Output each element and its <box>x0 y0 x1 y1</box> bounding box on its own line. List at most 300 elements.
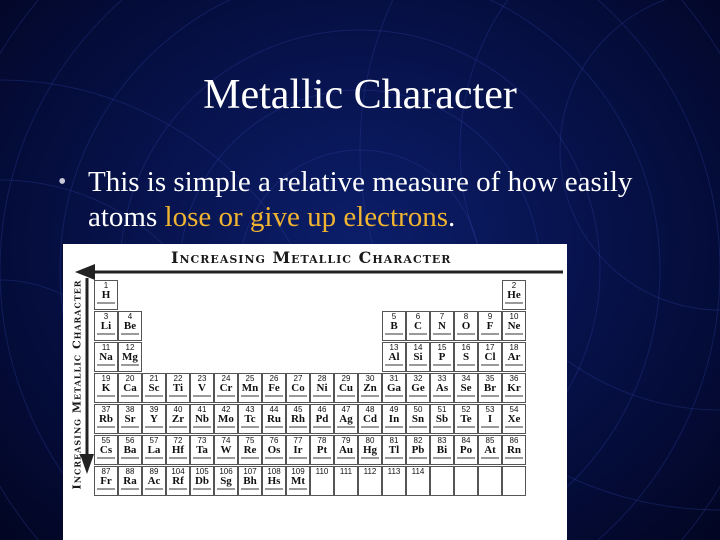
element-symbol: He <box>507 289 521 301</box>
element-symbol: La <box>147 444 161 456</box>
element-number: 26 <box>269 374 279 383</box>
element-number: 51 <box>437 405 447 414</box>
element-symbol: Re <box>243 444 257 456</box>
element-detail-text <box>193 395 211 397</box>
element-detail-text <box>481 364 499 366</box>
element-detail-text <box>145 457 163 459</box>
element-detail-text <box>265 395 283 397</box>
element-number: 34 <box>461 374 471 383</box>
element-cell <box>262 435 286 465</box>
element-detail-text <box>409 333 427 335</box>
element-number: 111 <box>339 467 353 476</box>
element-detail-text <box>361 426 379 428</box>
element-detail-text <box>409 395 427 397</box>
element-detail-text <box>409 426 427 428</box>
element-cell <box>118 311 142 341</box>
element-symbol: Mt <box>290 475 306 487</box>
element-detail-text <box>385 426 403 428</box>
element-detail-text <box>241 488 259 490</box>
element-detail-text <box>289 426 307 428</box>
element-detail-text <box>145 395 163 397</box>
element-cell <box>358 466 382 496</box>
element-cell <box>406 342 430 372</box>
element-symbol: Hs <box>267 475 281 487</box>
bullet-icon: • <box>58 169 67 195</box>
element-detail-text <box>361 395 379 397</box>
element-cell <box>118 404 142 434</box>
element-cell <box>310 373 334 403</box>
element-detail-text <box>265 426 283 428</box>
element-symbol: Ni <box>316 382 328 394</box>
element-cell <box>190 435 214 465</box>
element-detail-text <box>481 426 499 428</box>
element-cell <box>334 435 358 465</box>
element-cell <box>286 404 310 434</box>
element-number: 45 <box>293 405 303 414</box>
element-symbol: Pb <box>411 444 425 456</box>
element-symbol: Cd <box>362 413 378 425</box>
element-cell <box>478 466 502 496</box>
element-detail-text <box>121 333 139 335</box>
element-cell <box>430 404 454 434</box>
element-symbol: Hg <box>362 444 378 456</box>
element-symbol: Ac <box>147 475 161 487</box>
element-number: 31 <box>389 374 399 383</box>
element-detail-text <box>457 364 475 366</box>
element-symbol: Nb <box>194 413 210 425</box>
element-number: 20 <box>125 374 135 383</box>
element-number: 35 <box>485 374 495 383</box>
element-symbol: Rb <box>98 413 114 425</box>
element-symbol: Sg <box>220 475 232 487</box>
element-detail-text <box>457 426 475 428</box>
element-number: 80 <box>365 436 375 445</box>
element-cell <box>478 373 502 403</box>
element-number: 46 <box>317 405 327 414</box>
element-symbol: V <box>198 382 206 394</box>
element-cell <box>406 311 430 341</box>
element-detail-text <box>169 488 187 490</box>
element-detail-text <box>313 426 331 428</box>
element-number: 32 <box>413 374 423 383</box>
element-number: 38 <box>125 405 135 414</box>
element-cell <box>382 373 406 403</box>
element-cell <box>118 466 142 496</box>
element-cell <box>214 373 238 403</box>
element-detail-text <box>97 395 115 397</box>
element-cell <box>502 404 526 434</box>
element-number: 22 <box>173 374 183 383</box>
element-symbol: Sb <box>435 413 449 425</box>
element-detail-text <box>169 426 187 428</box>
element-number: 73 <box>197 436 207 445</box>
element-cell <box>382 342 406 372</box>
element-detail-text <box>481 395 499 397</box>
element-symbol: Ba <box>123 444 137 456</box>
element-cell <box>262 373 286 403</box>
element-cell <box>382 466 406 496</box>
element-cell <box>94 435 118 465</box>
element-symbol: Te <box>460 413 472 425</box>
element-cell <box>286 435 310 465</box>
element-detail-text <box>97 302 115 304</box>
element-cell <box>118 342 142 372</box>
element-number: 74 <box>221 436 231 445</box>
element-number: 19 <box>101 374 111 383</box>
element-symbol: As <box>435 382 449 394</box>
element-number: 83 <box>437 436 447 445</box>
element-cell <box>142 466 166 496</box>
element-detail-text <box>193 488 211 490</box>
element-symbol: Hf <box>171 444 185 456</box>
element-symbol: Cl <box>484 351 496 363</box>
element-cell <box>142 435 166 465</box>
element-symbol: Al <box>388 351 400 363</box>
element-cell <box>262 404 286 434</box>
periodic-table-figure <box>63 244 567 540</box>
element-detail-text <box>385 364 403 366</box>
element-symbol: N <box>438 320 446 332</box>
element-symbol: Y <box>150 413 158 425</box>
element-symbol: Tc <box>244 413 256 425</box>
element-symbol: Sn <box>411 413 425 425</box>
element-number: 12 <box>125 343 135 352</box>
element-number: 55 <box>101 436 111 445</box>
element-cell <box>382 311 406 341</box>
element-symbol: Mn <box>241 382 259 394</box>
element-detail-text <box>505 302 523 304</box>
element-number: 110 <box>315 467 329 476</box>
element-symbol: Db <box>194 475 210 487</box>
element-detail-text <box>169 395 187 397</box>
element-detail-text <box>121 457 139 459</box>
element-symbol: Tl <box>388 444 400 456</box>
element-cell <box>214 466 238 496</box>
element-number: 14 <box>413 343 423 352</box>
element-detail-text <box>505 426 523 428</box>
element-detail-text <box>505 364 523 366</box>
element-cell <box>454 342 478 372</box>
element-number: 81 <box>389 436 399 445</box>
element-cell <box>454 311 478 341</box>
element-symbol: At <box>484 444 496 456</box>
element-symbol: Pt <box>316 444 328 456</box>
element-symbol: Si <box>413 351 423 363</box>
element-number: 18 <box>509 343 519 352</box>
element-cell <box>334 373 358 403</box>
element-detail-text <box>97 488 115 490</box>
element-symbol: Sr <box>124 413 136 425</box>
element-cell <box>214 404 238 434</box>
bullet-text-highlight: lose or give up electrons <box>164 201 449 233</box>
element-detail-text <box>217 395 235 397</box>
element-symbol: H <box>101 289 111 301</box>
element-number: 24 <box>221 374 231 383</box>
element-number: 42 <box>221 405 231 414</box>
element-cell <box>454 435 478 465</box>
element-number: 76 <box>269 436 279 445</box>
element-cell <box>382 435 406 465</box>
element-detail-text <box>481 333 499 335</box>
element-cell <box>94 373 118 403</box>
element-number: 108 <box>267 467 281 476</box>
element-symbol: Ti <box>172 382 184 394</box>
element-number: 84 <box>461 436 471 445</box>
element-detail-text <box>241 426 259 428</box>
element-cell <box>94 342 118 372</box>
element-cell <box>262 466 286 496</box>
element-number: 30 <box>365 374 375 383</box>
element-number: 50 <box>413 405 423 414</box>
element-detail-text <box>169 457 187 459</box>
element-detail-text <box>361 457 379 459</box>
element-cell <box>478 311 502 341</box>
element-number: 82 <box>413 436 423 445</box>
element-detail-text <box>457 333 475 335</box>
element-number: 105 <box>195 467 209 476</box>
element-number: 28 <box>317 374 327 383</box>
element-detail-text <box>385 333 403 335</box>
element-cell <box>478 404 502 434</box>
element-number: 3 <box>103 312 109 321</box>
element-symbol: Po <box>459 444 473 456</box>
element-cell <box>238 466 262 496</box>
element-symbol: Ra <box>123 475 137 487</box>
element-cell <box>358 373 382 403</box>
element-number: 4 <box>127 312 133 321</box>
element-symbol: P <box>438 351 446 363</box>
element-detail-text <box>193 426 211 428</box>
element-symbol: Ge <box>411 382 425 394</box>
element-cell <box>406 435 430 465</box>
element-symbol: Ca <box>123 382 137 394</box>
element-symbol: Na <box>99 351 113 363</box>
element-symbol: Ru <box>266 413 282 425</box>
element-detail-text <box>409 364 427 366</box>
element-symbol: Ag <box>339 413 353 425</box>
element-detail-text <box>433 333 451 335</box>
element-detail-text <box>97 333 115 335</box>
element-number: 29 <box>341 374 351 383</box>
element-symbol: Be <box>123 320 137 332</box>
element-symbol: W <box>220 444 232 456</box>
element-number: 7 <box>439 312 445 321</box>
element-cell <box>238 373 262 403</box>
element-number: 86 <box>509 436 519 445</box>
element-symbol: O <box>461 320 471 332</box>
element-cell <box>166 435 190 465</box>
element-symbol: Ga <box>386 382 402 394</box>
element-detail-text <box>121 488 139 490</box>
element-detail-text <box>505 457 523 459</box>
element-detail-text <box>97 426 115 428</box>
element-cell <box>286 373 310 403</box>
element-cell <box>430 466 454 496</box>
element-number: 72 <box>173 436 183 445</box>
element-symbol: Ne <box>507 320 521 332</box>
element-cell <box>310 435 334 465</box>
element-number: 79 <box>341 436 351 445</box>
element-number: 77 <box>293 436 303 445</box>
element-number: 33 <box>437 374 447 383</box>
element-detail-text <box>313 457 331 459</box>
element-detail-text <box>217 426 235 428</box>
element-symbol: F <box>486 320 494 332</box>
element-symbol: Xe <box>507 413 521 425</box>
element-detail-text <box>121 364 139 366</box>
element-cell <box>502 466 526 496</box>
element-detail-text <box>337 395 355 397</box>
element-detail-text <box>241 395 259 397</box>
element-cell <box>238 404 262 434</box>
element-cell <box>358 435 382 465</box>
element-detail-text <box>145 488 163 490</box>
element-symbol: Fr <box>100 475 112 487</box>
element-number: 40 <box>173 405 183 414</box>
element-number: 87 <box>101 467 111 476</box>
element-number: 56 <box>125 436 135 445</box>
element-number: 2 <box>511 281 517 290</box>
element-symbol: B <box>390 320 398 332</box>
element-number: 44 <box>269 405 279 414</box>
element-cell <box>358 404 382 434</box>
element-symbol: Rn <box>506 444 522 456</box>
element-symbol: Au <box>338 444 354 456</box>
element-cell <box>502 373 526 403</box>
element-cell <box>478 342 502 372</box>
element-cell <box>454 404 478 434</box>
element-detail-text <box>121 426 139 428</box>
bullet-text-suffix: . <box>448 201 456 233</box>
element-symbol: K <box>101 382 111 394</box>
element-number: 54 <box>509 405 519 414</box>
element-cell <box>430 373 454 403</box>
element-number: 36 <box>509 374 519 383</box>
element-symbol: Zn <box>363 382 377 394</box>
element-number: 13 <box>389 343 399 352</box>
element-symbol: Cr <box>219 382 233 394</box>
element-cell <box>430 311 454 341</box>
element-symbol: Rf <box>172 475 184 487</box>
element-cell <box>166 404 190 434</box>
element-detail-text <box>265 488 283 490</box>
element-number: 78 <box>317 436 327 445</box>
element-symbol: Cu <box>338 382 354 394</box>
element-number: 21 <box>149 374 159 383</box>
element-number: 57 <box>149 436 159 445</box>
element-detail-text <box>241 457 259 459</box>
element-detail-text <box>505 395 523 397</box>
element-detail-text <box>481 457 499 459</box>
element-detail-text <box>193 457 211 459</box>
element-cell <box>334 404 358 434</box>
element-detail-text <box>433 395 451 397</box>
element-number: 49 <box>389 405 399 414</box>
element-cell <box>310 404 334 434</box>
element-number: 37 <box>101 405 111 414</box>
element-cell <box>166 373 190 403</box>
element-detail-text <box>433 457 451 459</box>
element-number: 113 <box>387 467 401 476</box>
element-cell <box>502 435 526 465</box>
element-symbol: Mo <box>218 413 234 425</box>
element-cell <box>238 435 262 465</box>
element-detail-text <box>505 333 523 335</box>
element-detail-text <box>97 364 115 366</box>
element-cell <box>430 342 454 372</box>
element-cell <box>94 280 118 310</box>
element-cell <box>94 311 118 341</box>
element-number: 109 <box>291 467 305 476</box>
element-detail-text <box>289 488 307 490</box>
element-cell <box>406 373 430 403</box>
element-cell <box>502 280 526 310</box>
element-number: 15 <box>437 343 447 352</box>
element-number: 41 <box>197 405 207 414</box>
element-cell <box>478 435 502 465</box>
element-number: 89 <box>149 467 159 476</box>
element-symbol: In <box>388 413 400 425</box>
bullet-text <box>88 165 678 235</box>
element-number: 23 <box>197 374 207 383</box>
element-detail-text <box>385 457 403 459</box>
element-cell <box>94 404 118 434</box>
element-cell <box>142 373 166 403</box>
element-symbol: Rh <box>290 413 306 425</box>
element-detail-text <box>433 364 451 366</box>
element-number: 10 <box>509 312 519 321</box>
element-symbol: Cs <box>99 444 113 456</box>
element-symbol: Bi <box>436 444 448 456</box>
element-detail-text <box>457 395 475 397</box>
element-symbol: Ta <box>196 444 208 456</box>
element-cell <box>406 404 430 434</box>
element-symbol: Ir <box>293 444 303 456</box>
element-number: 6 <box>415 312 421 321</box>
element-symbol: Br <box>483 382 497 394</box>
element-number: 107 <box>243 467 257 476</box>
element-cell <box>502 311 526 341</box>
element-number: 9 <box>487 312 493 321</box>
element-detail-text <box>457 457 475 459</box>
element-cell <box>334 466 358 496</box>
element-symbol: S <box>462 351 470 363</box>
element-symbol: Se <box>460 382 472 394</box>
element-detail-text <box>289 395 307 397</box>
background-ring <box>560 0 720 310</box>
element-cell <box>454 466 478 496</box>
element-number: 53 <box>485 405 495 414</box>
element-detail-text <box>265 457 283 459</box>
element-detail-text <box>145 426 163 428</box>
element-cell <box>502 342 526 372</box>
element-detail-text <box>289 457 307 459</box>
element-symbol: Sc <box>148 382 160 394</box>
element-number: 1 <box>103 281 109 290</box>
element-cell <box>118 373 142 403</box>
element-detail-text <box>217 488 235 490</box>
element-number: 5 <box>391 312 397 321</box>
element-symbol: Fe <box>268 382 280 394</box>
element-detail-text <box>217 457 235 459</box>
element-number: 47 <box>341 405 351 414</box>
element-number: 25 <box>245 374 255 383</box>
element-detail-text <box>121 395 139 397</box>
element-cell <box>166 466 190 496</box>
element-detail-text <box>433 426 451 428</box>
element-detail-text <box>385 395 403 397</box>
element-cell <box>430 435 454 465</box>
